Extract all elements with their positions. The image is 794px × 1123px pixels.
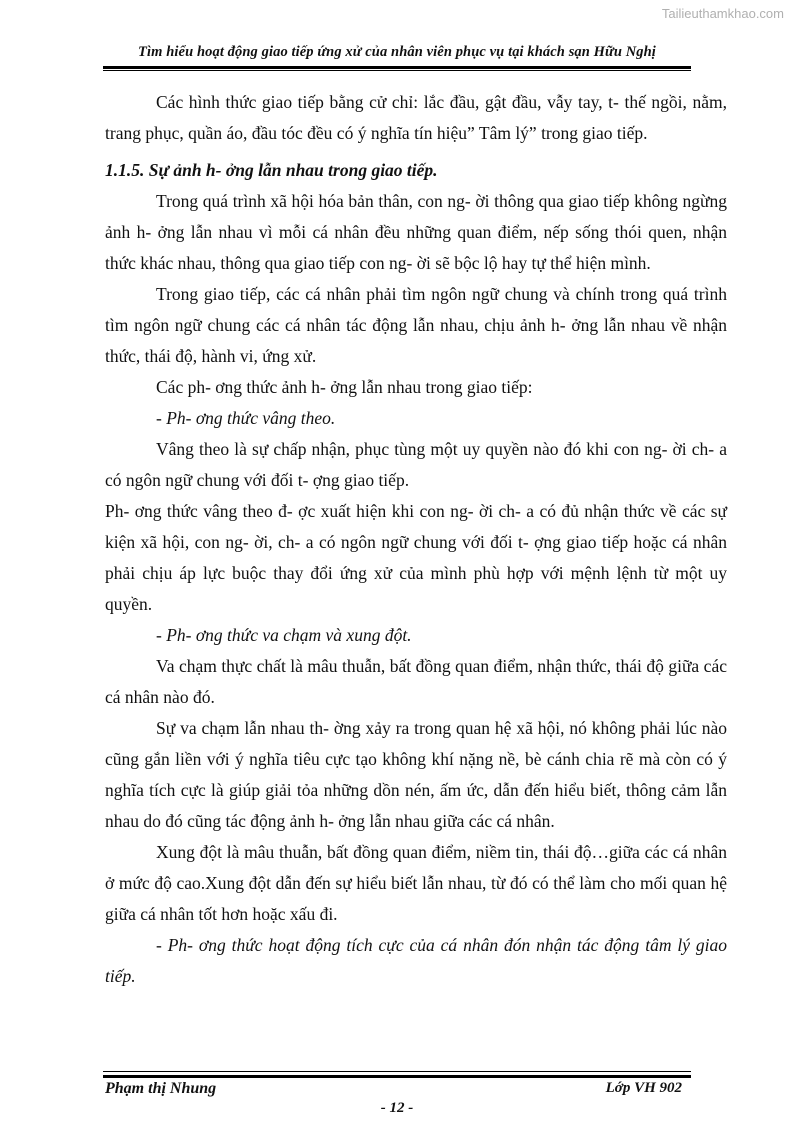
footer-class: Lớp VH 902 xyxy=(605,1080,682,1096)
footer-rule xyxy=(103,1075,691,1078)
paragraph: Va chạm thực chất là mâu thuẫn, bất đồng quan điểm, nhận thức, thái độ giữa các cá nhân nào đó. xyxy=(105,656,727,707)
footer-rule-thin xyxy=(103,1071,691,1072)
watermark: Tailieuthamkhao.com xyxy=(661,6,784,21)
paragraph: Vâng theo là sự chấp nhận, phục tùng một uy quyền nào đó khi con ng- ời ch- a có ngôn ngữ chung với đối t- ợng giao tiếp. xyxy=(105,439,727,490)
paragraph: Trong giao tiếp, các cá nhân phải tìm ngôn ngữ chung và chính trong quá trình tìm ngôn ngữ chung các cá nhân tác động lẫn nhau, chịu ảnh h- ởng lẫn nhau về nhận thức, thái độ, hành vi, ứng xử. xyxy=(105,284,727,366)
method-heading: - Ph- ơng thức vâng theo. xyxy=(156,408,336,428)
header-rule xyxy=(103,66,691,69)
paragraph: Trong quá trình xã hội hóa bản thân, con ng- ời thông qua giao tiếp không ngừng ảnh h- ởng lẫn nhau vì mỗi cá nhân đều những quan điểm, nếp sống thói quen, nhận thức khác nhau, thông qua giao tiếp con ng- ời sẽ bộc lộ hay tự thể hiện mình. xyxy=(105,191,727,273)
document-body xyxy=(105,87,727,992)
header-rule-thin xyxy=(103,70,691,71)
paragraph: Ph- ơng thức vâng theo đ- ợc xuất hiện khi con ng- ời ch- a có đủ nhận thức về các sự kiện xã hội, con ng- ời, ch- a có ngôn ngữ chung với đối t- ợng giao tiếp hoặc cá nhân phải chịu áp lực buộc thay đổi ứng xử của mình phù hợp với mệnh lệnh từ một uy quyền. xyxy=(105,501,727,614)
method-heading: - Ph- ơng thức va chạm và xung đột. xyxy=(156,625,412,645)
paragraph: Các hình thức giao tiếp bằng cử chỉ: lắc đầu, gật đầu, vẫy tay, t- thế ngồi, nằm, trang phục, quần áo, đầu tóc đều có ý nghĩa tín hiệu” Tâm lý” trong giao tiếp. xyxy=(105,92,727,143)
running-header: Tìm hiểu hoạt động giao tiếp ứng xử của nhân viên phục vụ tại khách sạn Hữu Nghị xyxy=(138,44,656,60)
section-heading: 1.1.5. Sự ảnh h- ởng lẫn nhau trong giao tiếp. xyxy=(105,160,438,180)
paragraph: Các ph- ơng thức ảnh h- ởng lẫn nhau trong giao tiếp: xyxy=(156,377,533,397)
paragraph: Sự va chạm lẫn nhau th- ờng xảy ra trong quan hệ xã hội, nó không phải lúc nào cũng gắn liền với ý nghĩa tiêu cực tạo không khí nặng nề, bè cánh chia rẽ mà còn có ý nghĩa tích cực là giúp giải tỏa những dồn nén, ấm ức, dẫn đến hiểu biết, thông cảm lẫn nhau do đó cũng tác động ảnh h- ởng lẫn nhau giữa các cá nhân. xyxy=(105,718,727,831)
paragraph: Xung đột là mâu thuẫn, bất đồng quan điểm, niềm tin, thái độ…giữa các cá nhân ở mức độ cao.Xung đột dẫn đến sự hiểu biết lẫn nhau, từ đó có thể làm cho mối quan hệ giữa cá nhân tốt hơn hoặc xấu đi. xyxy=(105,842,727,924)
footer-author: Phạm thị Nhung xyxy=(105,1080,217,1097)
method-heading: - Ph- ơng thức hoạt động tích cực của cá nhân đón nhận tác động tâm lý giao tiếp. xyxy=(105,935,727,986)
page-number: - 12 - xyxy=(380,1100,414,1116)
